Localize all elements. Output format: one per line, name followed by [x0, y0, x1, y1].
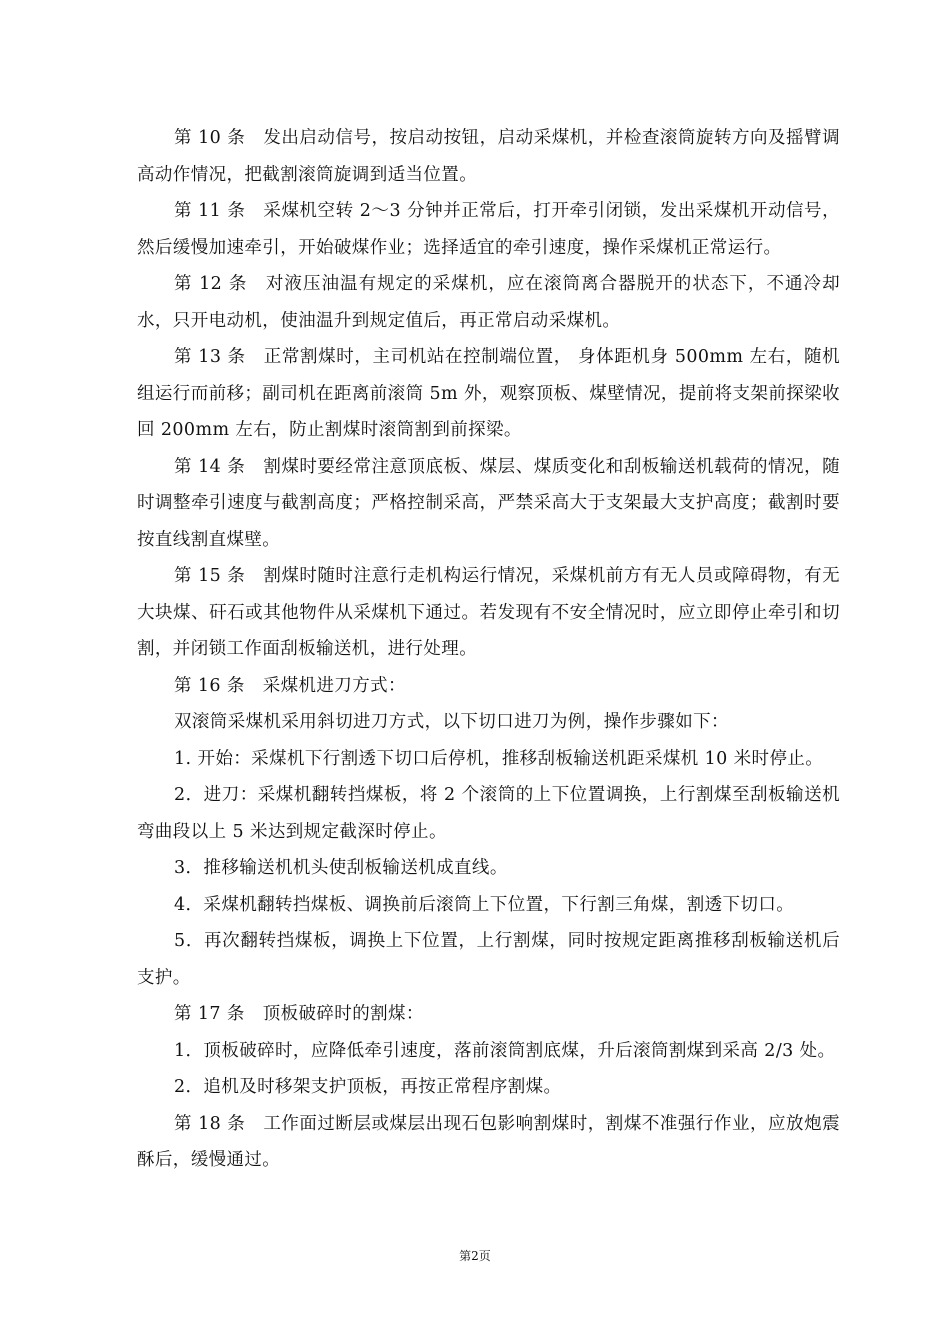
article-17-step-1: 1．顶板破碎时，应降低牵引速度，落前滚筒割底煤，升后滚筒割煤到采高 2/3 处。 [174, 1040, 836, 1061]
article-18-paragraph: 第 18 条 工作面过断层或煤层出现石包影响割煤时，割煤不准强行作业，应放炮震酥后，缓慢通过。 [137, 1113, 840, 1170]
article-16-step-4: 4．采煤机翻转挡煤板、调换前后滚筒上下位置，下行割三角煤，割透下切口。 [174, 894, 795, 915]
article-16-heading: 第 16 条 采煤机进刀方式： [174, 675, 406, 696]
article-15-paragraph: 第 15 条 割煤时随时注意行走机构运行情况，采煤机前方有无人员或障碍物，有无大块煤、矸石或其他物件从采煤机下通过。若发现有不安全情况时，应立即停止牵引和切割，并闭锁工作面刮板输送机，进行处理。 [137, 566, 840, 659]
article-16-step-5: 5．再次翻转挡煤板，调换上下位置，上行割煤，同时按规定距离推移刮板输送机后支护。 [137, 931, 840, 988]
document-body [137, 120, 840, 1179]
article-17-heading: 第 17 条 顶板破碎时的割煤： [174, 1004, 424, 1024]
article-12-paragraph: 第 12 条 对液压油温有规定的采煤机，应在滚筒离合器脱开的状态下，不通冷却水，只开电动机，使油温升到规定值后，再正常启动采煤机。 [137, 274, 840, 331]
article-13-paragraph: 第 13 条 正常割煤时，主司机站在控制端位置， 身体距机身 500mm 左右，随机组运行而前移；副司机在距离前滚筒 5m 外，观察顶板、煤壁情况，提前将支架前探梁收回 200mm 左右，防止割煤时滚筒割到前探梁。 [137, 347, 840, 440]
article-16-step-3: 3．推移输送机机头使刮板输送机成直线。 [174, 858, 508, 878]
article-11-paragraph: 第 11 条 采煤机空转 2～3 分钟并正常后，打开牵引闭锁，发出采煤机开动信号，然后缓慢加速牵引，开始破煤作业；选择适宜的牵引速度，操作采煤机正常运行。 [137, 201, 840, 258]
article-17-step-2: 2．追机及时移架支护顶板，再按正常程序割煤。 [174, 1077, 562, 1097]
page-number: 第2页 [459, 1249, 491, 1263]
article-14-paragraph: 第 14 条 割煤时要经常注意顶底板、煤层、煤质变化和刮板输送机载荷的情况，随时调整牵引速度与截割高度；严格控制采高，严禁采高大于支架最大支护高度；截割时要按直线割直煤壁。 [137, 456, 840, 550]
article-16-step-1: 1. 开始：采煤机下行割透下切口后停机，推移刮板输送机距采煤机 10 米时停止。 [174, 748, 824, 769]
article-16-intro: 双滚筒采煤机采用斜切进刀方式，以下切口进刀为例，操作步骤如下： [174, 712, 729, 732]
article-16-step-2: 2．进刀：采煤机翻转挡煤板，将 2 个滚筒的上下位置调换，上行割煤至刮板输送机弯曲段以上 5 米达到规定截深时停止。 [137, 785, 840, 842]
article-10-paragraph: 第 10 条 发出启动信号，按启动按钮，启动采煤机，并检查滚筒旋转方向及摇臂调高动作情况，把截割滚筒旋调到适当位置。 [137, 128, 840, 185]
